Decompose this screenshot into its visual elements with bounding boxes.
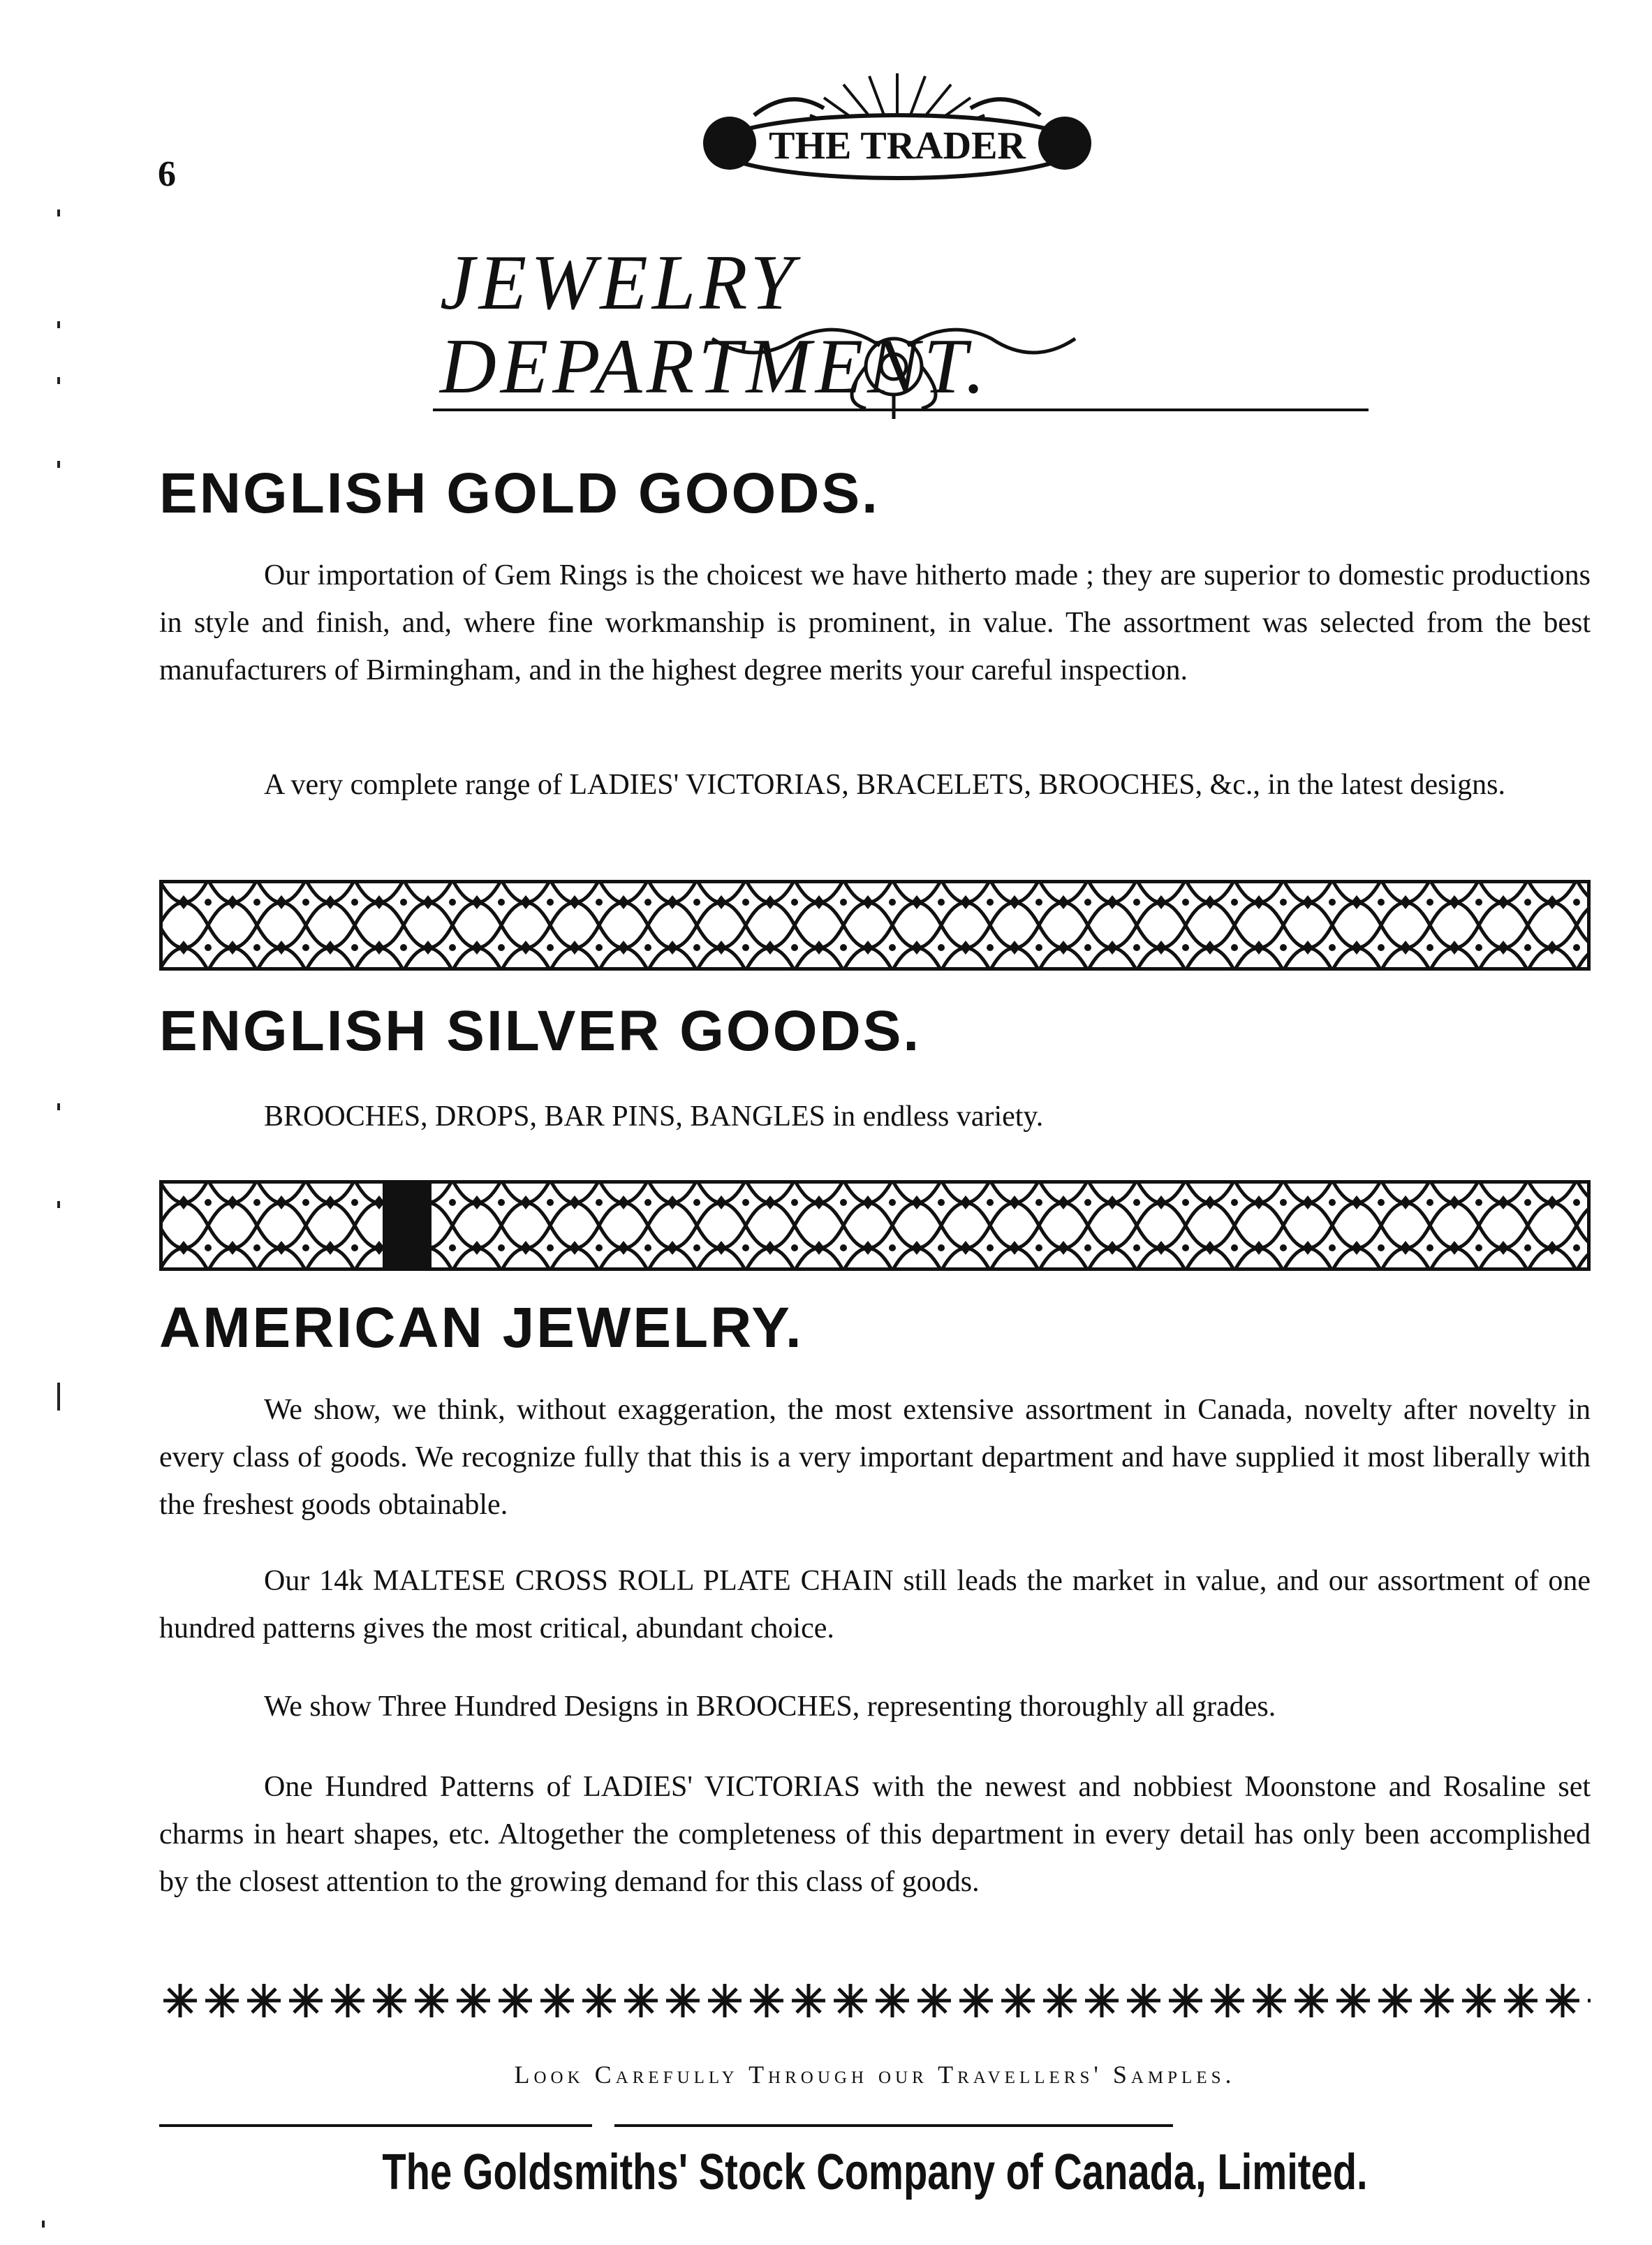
section-heading-american-jewelry: AMERICAN JEWELRY. (159, 1296, 804, 1360)
page-number: 6 (158, 154, 176, 194)
paragraph-american-4: One Hundred Patterns of LADIES' VICTORIAS with the newest and nobbiest Moonstone and Rosaline set charms in heart shapes, etc. Altogether the completeness of this department in every detail has only been accomplished by the closest attention to the growing demand for this class of goods. (159, 1771, 1591, 1898)
tagline: Look Carefully Through our Travellers' Samples. (514, 2061, 1236, 2089)
paragraph-gold-2: A very complete range of LADIES' VICTORIAS, BRACELETS, BROOCHES, &c., in the latest designs. (264, 769, 1506, 801)
scan-speck (57, 321, 60, 328)
scan-speck (57, 1201, 60, 1208)
logo-text: THE TRADER (769, 124, 1026, 168)
ornamental-band (159, 1180, 1591, 1271)
paragraph-american-2: Our 14k MALTESE CROSS ROLL PLATE CHAIN still leads the market in value, and our assortment of one hundred patterns gives the most critical, abundant choice. (159, 1565, 1591, 1644)
scan-speck (57, 1383, 60, 1411)
paragraph-american-1: We show, we think, without exaggeration, the most extensive assortment in Canada, novelty after novelty in every class of goods. We recognize fully that this is a very important department and have supplied it most liberally with the freshest goods obtainable. (159, 1394, 1591, 1521)
scan-speck (42, 2221, 45, 2228)
section-heading-english-gold: ENGLISH GOLD GOODS. (159, 462, 880, 525)
footer-rule-right (614, 2124, 1173, 2127)
title-ornament (698, 325, 1089, 422)
paragraph-gold-1: Our importation of Gem Rings is the choicest we have hitherto made ; they are superior to domestic productions in style and finish, and, where fine workmanship is prominent, in value. The assortment was selected from the best manufacturers of Birmingham, and in the highest degree merits your careful inspection. (159, 559, 1591, 686)
star-row-ornament (159, 1980, 1591, 2022)
scan-speck (57, 461, 60, 468)
company-footer: The Goldsmiths' Stock Company of Canada, Limited. (382, 2144, 1368, 2200)
masthead-logo (691, 66, 1103, 192)
scan-speck (57, 377, 60, 384)
paragraph-american-3: We show Three Hundred Designs in BROOCHES, representing thoroughly all grades. (264, 1691, 1276, 1723)
rose-left-icon (703, 117, 756, 170)
scan-speck (57, 1103, 60, 1110)
paragraph-silver-1: BROOCHES, DROPS, BAR PINS, BANGLES in endless variety. (264, 1101, 1044, 1133)
ornamental-band (159, 880, 1591, 971)
scan-speck (57, 209, 60, 216)
footer-rule-left (159, 2124, 592, 2127)
section-heading-english-silver: ENGLISH SILVER GOODS. (159, 999, 922, 1063)
rose-right-icon (1038, 117, 1091, 170)
page-title: JEWELRY DEPARTMENT. (433, 241, 1369, 411)
